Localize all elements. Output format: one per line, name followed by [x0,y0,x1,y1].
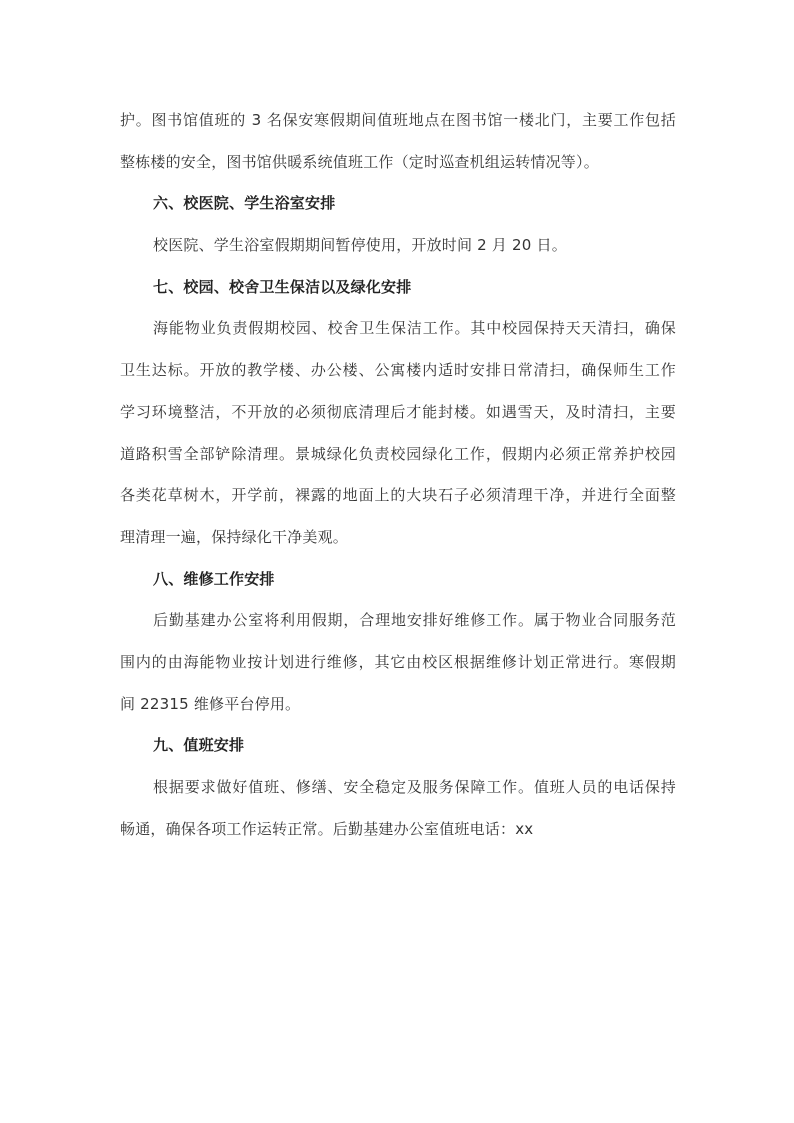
section-heading-6: 六、校医院、学生浴室安排 [153,194,336,213]
section-heading-9: 九、值班安排 [153,736,245,755]
paragraph-line: 围内的由海能物业按计划进行维修，其它由校区根据维修计划正常进行。寒假期 [120,652,676,671]
paragraph-line: 护。图书馆值班的 3 名保安寒假期间值班地点在图书馆一楼北门，主要工作包括 [120,111,676,129]
section-heading-8: 八、维修工作安排 [153,569,275,588]
paragraph-line: 整栋楼的安全，图书馆供暖系统值班工作（定时巡查机组运转情况等）。 [120,152,599,171]
section-heading-7: 七、校园、校舍卫生保洁以及绿化安排 [153,277,412,296]
paragraph-line: 卫生达标。开放的教学楼、办公楼、公寓楼内适时安排日常清扫，确保师生工作 [120,361,676,380]
document-page [120,100,676,850]
paragraph-line: 间 22315 维修平台停用。 [120,694,301,713]
paragraph-line: 道路积雪全部铲除清理。景城绿化负责校园绿化工作，假期内必须正常养护校园 [120,444,676,463]
paragraph-line: 畅通，确保各项工作运转正常。后勤基建办公室值班电话：xx [120,819,534,838]
paragraph-line: 各类花草树木，开学前，裸露的地面上的大块石子必须清理干净，并进行全面整 [120,486,676,505]
paragraph-line: 根据要求做好值班、修缮、安全稳定及服务保障工作。值班人员的电话保持 [153,778,676,796]
paragraph-line: 海能物业负责假期校园、校舍卫生保洁工作。其中校园保持天天清扫，确保 [153,319,676,338]
paragraph-line: 校医院、学生浴室假期期间暂停使用，开放时间 2 月 20 日。 [153,236,567,255]
paragraph-line: 后勤基建办公室将利用假期，合理地安排好维修工作。属于物业合同服务范 [153,611,676,630]
paragraph-line: 理清理一遍，保持绿化干净美观。 [120,527,349,546]
paragraph-line: 学习环境整洁，不开放的必须彻底清理后才能封楼。如遇雪天，及时清扫，主要 [120,402,676,421]
